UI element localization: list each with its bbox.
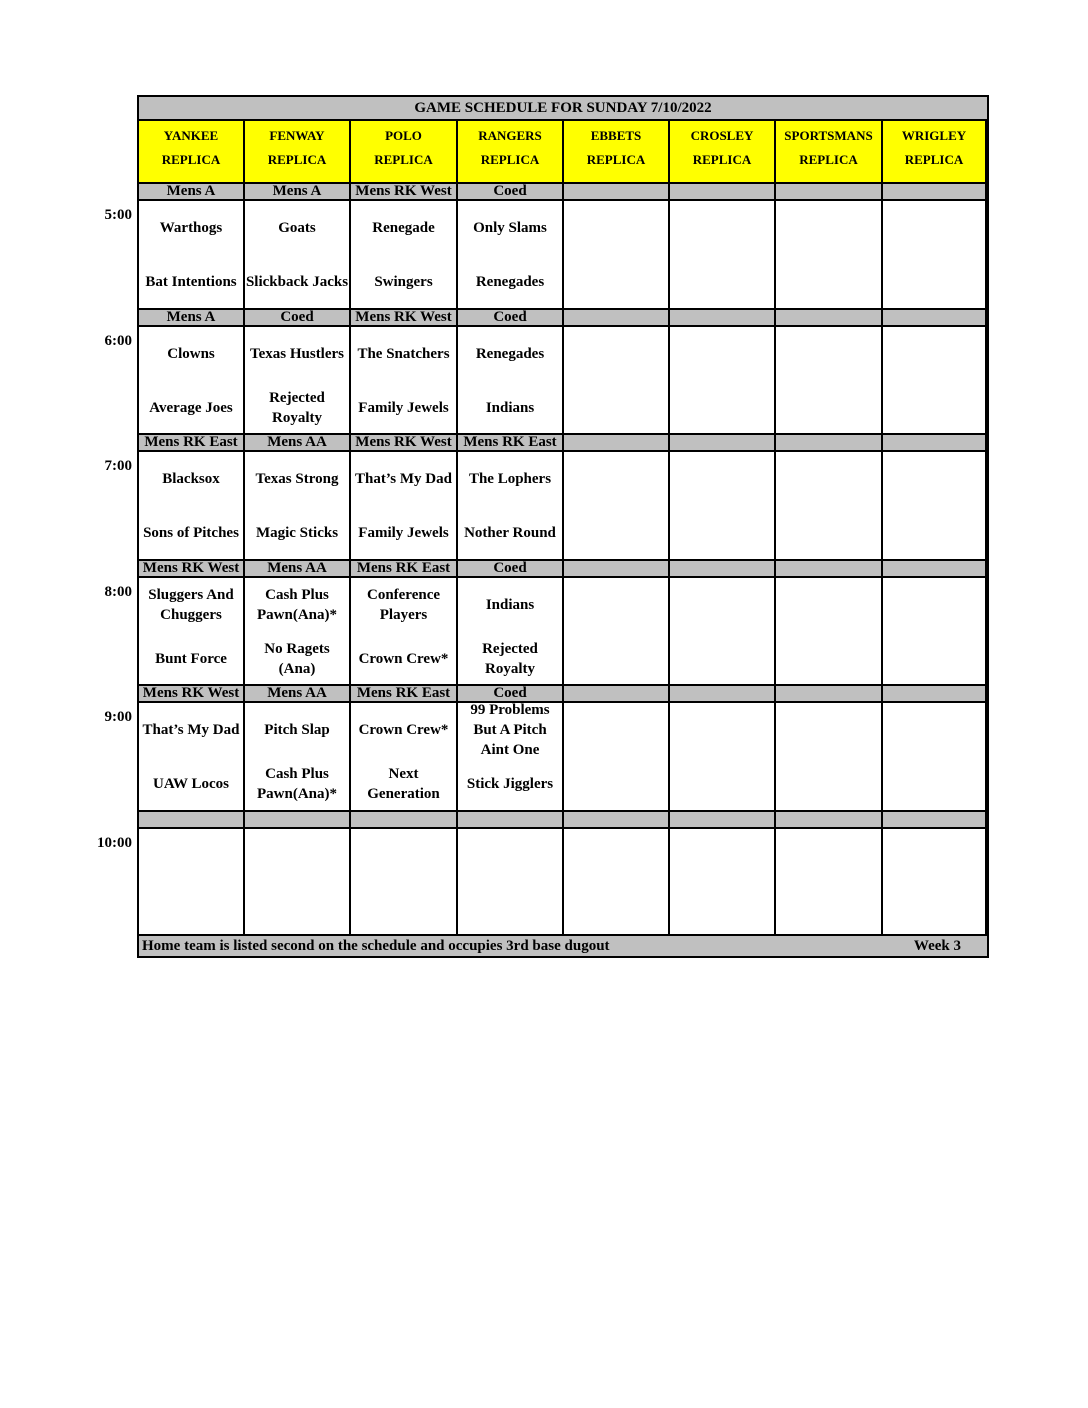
division-label (883, 435, 987, 450)
division-label: Mens RK West (139, 686, 245, 701)
home-team: Rejected Royalty (458, 632, 564, 686)
away-team (564, 452, 670, 506)
home-team: Cash Plus Pawn(Ana)* (245, 757, 351, 811)
away-team (776, 829, 883, 936)
field-name: RANGERS (478, 128, 542, 143)
division-label: Coed (458, 310, 564, 325)
home-team (883, 506, 987, 560)
away-team: That’s My Dad (139, 703, 245, 757)
away-team (883, 578, 987, 632)
away-team: Texas Strong (245, 452, 351, 506)
field-name: FENWAY (269, 128, 325, 143)
division-label: Mens RK West (351, 184, 458, 199)
division-label: Mens RK East (351, 561, 458, 576)
away-team (564, 201, 670, 255)
home-team (670, 255, 776, 309)
division-label (564, 812, 670, 827)
away-team (670, 452, 776, 506)
home-team: Sons of Pitches (139, 506, 245, 560)
division-label (351, 812, 458, 827)
division-label (776, 184, 883, 199)
away-team (670, 327, 776, 381)
field-type: REPLICA (586, 152, 646, 167)
division-label (883, 561, 987, 576)
field-header (245, 121, 351, 182)
home-team (564, 632, 670, 686)
away-team: Sluggers And Chuggers (139, 578, 245, 632)
division-label: Mens AA (245, 561, 351, 576)
home-team (883, 381, 987, 435)
home-team: Nother Round (458, 506, 564, 560)
away-team (564, 703, 670, 757)
time-label: 9:00 (104, 709, 132, 725)
away-team (564, 327, 670, 381)
home-team: Stick Jigglers (458, 757, 564, 811)
division-label (883, 310, 987, 325)
division-label: Coed (245, 310, 351, 325)
schedule-footer (139, 936, 987, 956)
division-label (670, 435, 776, 450)
away-team (883, 327, 987, 381)
field-header (564, 121, 670, 182)
time-label: 8:00 (104, 584, 132, 600)
away-team (670, 201, 776, 255)
division-label: Mens A (139, 184, 245, 199)
field-header (776, 121, 883, 182)
division-label: Mens A (139, 310, 245, 325)
division-label: Coed (458, 686, 564, 701)
division-label: Mens AA (245, 435, 351, 450)
away-team (458, 829, 564, 936)
home-team: Next Generation (351, 757, 458, 811)
away-team: Pitch Slap (245, 703, 351, 757)
away-team (564, 578, 670, 632)
home-team: Swingers (351, 255, 458, 309)
division-label (564, 310, 670, 325)
away-team: Warthogs (139, 201, 245, 255)
home-team: Indians (458, 381, 564, 435)
away-team: Renegade (351, 201, 458, 255)
away-team (670, 829, 776, 936)
division-label (670, 310, 776, 325)
field-name: POLO (385, 128, 422, 143)
away-team (776, 452, 883, 506)
home-team (564, 255, 670, 309)
away-team: Cash Plus Pawn(Ana)* (245, 578, 351, 632)
division-label (245, 812, 351, 827)
home-team: No Ragets (Ana) (245, 632, 351, 686)
division-label: Mens RK East (139, 435, 245, 450)
away-team: Goats (245, 201, 351, 255)
away-team: The Lophers (458, 452, 564, 506)
away-team (139, 829, 245, 936)
home-team: Renegades (458, 255, 564, 309)
away-team: Clowns (139, 327, 245, 381)
field-type: REPLICA (374, 152, 433, 167)
away-team (883, 452, 987, 506)
division-label (883, 686, 987, 701)
field-type: REPLICA (904, 152, 964, 167)
field-name: WRIGLEY (901, 128, 967, 143)
home-team: Crown Crew* (351, 632, 458, 686)
away-team: That’s My Dad (351, 452, 458, 506)
away-team (883, 201, 987, 255)
home-team: Bunt Force (139, 632, 245, 686)
field-type: REPLICA (692, 152, 752, 167)
division-label: Mens RK West (351, 435, 458, 450)
division-label (883, 184, 987, 199)
division-label: Coed (458, 184, 564, 199)
field-header (670, 121, 776, 182)
week-label: Week 3 (913, 938, 961, 954)
home-team (776, 632, 883, 686)
away-team: Texas Hustlers (245, 327, 351, 381)
home-team (883, 255, 987, 309)
division-label (776, 435, 883, 450)
division-label: Mens A (245, 184, 351, 199)
home-team: Rejected Royalty (245, 381, 351, 435)
away-team (670, 703, 776, 757)
footer-note: Home team is listed second on the schedule and occupies 3rd base dugout (142, 938, 610, 954)
division-label (564, 184, 670, 199)
division-label (670, 812, 776, 827)
division-label (139, 812, 245, 827)
division-label (670, 184, 776, 199)
division-label: Mens RK East (458, 435, 564, 450)
division-label (564, 435, 670, 450)
away-team (776, 201, 883, 255)
home-team (776, 255, 883, 309)
home-team (776, 506, 883, 560)
schedule-title: GAME SCHEDULE FOR SUNDAY 7/10/2022 (139, 97, 987, 121)
division-label (883, 812, 987, 827)
field-type: REPLICA (480, 152, 540, 167)
away-team (883, 703, 987, 757)
field-header (139, 121, 245, 182)
home-team (776, 381, 883, 435)
away-team (351, 829, 458, 936)
time-label: 10:00 (97, 835, 132, 851)
division-label (776, 561, 883, 576)
field-type: REPLICA (799, 152, 858, 167)
home-team (670, 506, 776, 560)
home-team (564, 757, 670, 811)
field-header (351, 121, 458, 182)
division-label: Mens RK West (351, 310, 458, 325)
home-team: Family Jewels (351, 506, 458, 560)
time-label: 6:00 (104, 333, 132, 349)
division-label (670, 561, 776, 576)
away-team (564, 829, 670, 936)
division-label: Coed (458, 561, 564, 576)
home-team (564, 381, 670, 435)
away-team (776, 327, 883, 381)
division-label (776, 686, 883, 701)
away-team: Crown Crew* (351, 703, 458, 757)
away-team (883, 829, 987, 936)
home-team: UAW Locos (139, 757, 245, 811)
home-team (883, 632, 987, 686)
division-label: Mens RK West (139, 561, 245, 576)
time-label: 5:00 (104, 207, 132, 223)
field-header (883, 121, 987, 182)
field-header (458, 121, 564, 182)
home-team: Average Joes (139, 381, 245, 435)
field-type: REPLICA (161, 152, 221, 167)
division-label (564, 686, 670, 701)
field-name: SPORTSMANS (784, 128, 873, 143)
division-label (670, 686, 776, 701)
division-label: Mens AA (245, 686, 351, 701)
away-team: Blacksox (139, 452, 245, 506)
home-team (670, 381, 776, 435)
division-label: Mens RK East (351, 686, 458, 701)
away-team: Conference Players (351, 578, 458, 632)
home-team (883, 757, 987, 811)
away-team (670, 578, 776, 632)
home-team (564, 506, 670, 560)
away-team (776, 578, 883, 632)
division-label (458, 812, 564, 827)
home-team: Family Jewels (351, 381, 458, 435)
schedule-table (137, 95, 989, 958)
home-team (670, 632, 776, 686)
division-label (564, 561, 670, 576)
away-team (776, 703, 883, 757)
away-team: Only Slams (458, 201, 564, 255)
home-team (670, 757, 776, 811)
field-name: CROSLEY (690, 128, 754, 143)
away-team: Renegades (458, 327, 564, 381)
field-name: EBBETS (590, 128, 642, 143)
away-team (245, 829, 351, 936)
home-team (776, 757, 883, 811)
home-team: Magic Sticks (245, 506, 351, 560)
away-team: The Snatchers (351, 327, 458, 381)
division-label (776, 812, 883, 827)
away-team: 99 Problems But A Pitch Aint One (458, 703, 564, 757)
home-team: Bat Intentions (139, 255, 245, 309)
field-type: REPLICA (267, 152, 327, 167)
field-name: YANKEE (163, 128, 219, 143)
away-team: Indians (458, 578, 564, 632)
home-team: Slickback Jacks (245, 255, 351, 309)
time-label: 7:00 (104, 458, 132, 474)
division-label (776, 310, 883, 325)
